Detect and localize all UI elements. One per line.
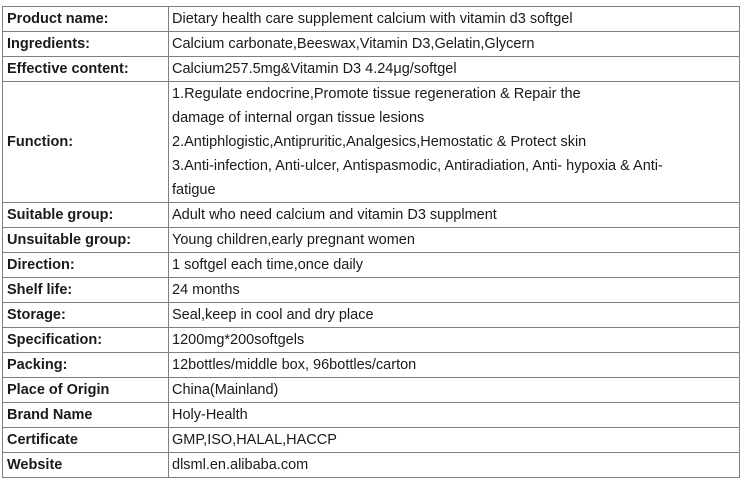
spec-row-place-of-origin bbox=[3, 378, 740, 403]
spec-label: Place of Origin bbox=[3, 378, 169, 403]
spec-label: Website bbox=[3, 453, 169, 478]
spec-value: Young children,early pregnant women bbox=[169, 228, 740, 253]
spec-value-website: dlsml.en.alibaba.com bbox=[169, 453, 740, 478]
spec-value-function bbox=[169, 82, 740, 203]
spec-row-unsuitable-group bbox=[3, 228, 740, 253]
spec-row-certificate bbox=[3, 428, 740, 453]
spec-label: Unsuitable group: bbox=[3, 228, 169, 253]
spec-label: Suitable group: bbox=[3, 203, 169, 228]
spec-label: Certificate bbox=[3, 428, 169, 453]
spec-value: Dietary health care supplement calcium with vitamin d3 softgel bbox=[169, 7, 740, 32]
spec-label: Ingredients: bbox=[3, 32, 169, 57]
function-line: fatigue bbox=[172, 182, 216, 198]
spec-label: Brand Name bbox=[3, 403, 169, 428]
spec-row-specification bbox=[3, 328, 740, 353]
spec-row-packing bbox=[3, 353, 740, 378]
spec-label: Effective content: bbox=[3, 57, 169, 82]
spec-row-website bbox=[3, 453, 740, 478]
spec-row-effective-content bbox=[3, 57, 740, 82]
spec-label: Specification: bbox=[3, 328, 169, 353]
spec-row-direction bbox=[3, 253, 740, 278]
function-line: 1.Regulate endocrine,Promote tissue regeneration & Repair the bbox=[172, 86, 581, 102]
spec-row-suitable-group bbox=[3, 203, 740, 228]
spec-value: GMP,ISO,HALAL,HACCP bbox=[169, 428, 740, 453]
spec-label: Function: bbox=[3, 82, 169, 203]
spec-label: Packing: bbox=[3, 353, 169, 378]
spec-value: China(Mainland) bbox=[169, 378, 740, 403]
function-line: 3.Anti-infection, Anti-ulcer, Antispasmodic, Antiradiation, Anti- hypoxia & Anti- bbox=[172, 158, 663, 174]
spec-value: 1 softgel each time,once daily bbox=[169, 253, 740, 278]
spec-label: Shelf life: bbox=[3, 278, 169, 303]
spec-label: Storage: bbox=[3, 303, 169, 328]
product-spec-table bbox=[2, 6, 740, 478]
function-line: 2.Antiphlogistic,Antipruritic,Analgesics,Hemostatic & Protect skin bbox=[172, 134, 587, 150]
spec-row-storage bbox=[3, 303, 740, 328]
function-line: damage of internal organ tissue lesions bbox=[172, 110, 425, 126]
spec-value: 1200mg*200softgels bbox=[169, 328, 740, 353]
spec-label: Direction: bbox=[3, 253, 169, 278]
spec-row-brand-name bbox=[3, 403, 740, 428]
spec-value: Adult who need calcium and vitamin D3 supplment bbox=[169, 203, 740, 228]
spec-row-shelf-life bbox=[3, 278, 740, 303]
spec-value: Calcium257.5mg&Vitamin D3 4.24μg/softgel bbox=[169, 57, 740, 82]
spec-value: 12bottles/middle box, 96bottles/carton bbox=[169, 353, 740, 378]
spec-row-function bbox=[3, 82, 740, 203]
spec-row-ingredients bbox=[3, 32, 740, 57]
spec-value: Holy-Health bbox=[169, 403, 740, 428]
spec-label: Product name: bbox=[3, 7, 169, 32]
spec-row-product-name bbox=[3, 7, 740, 32]
spec-value: 24 months bbox=[169, 278, 740, 303]
spec-value: Seal,keep in cool and dry place bbox=[169, 303, 740, 328]
spec-value: Calcium carbonate,Beeswax,Vitamin D3,Gelatin,Glycern bbox=[169, 32, 740, 57]
